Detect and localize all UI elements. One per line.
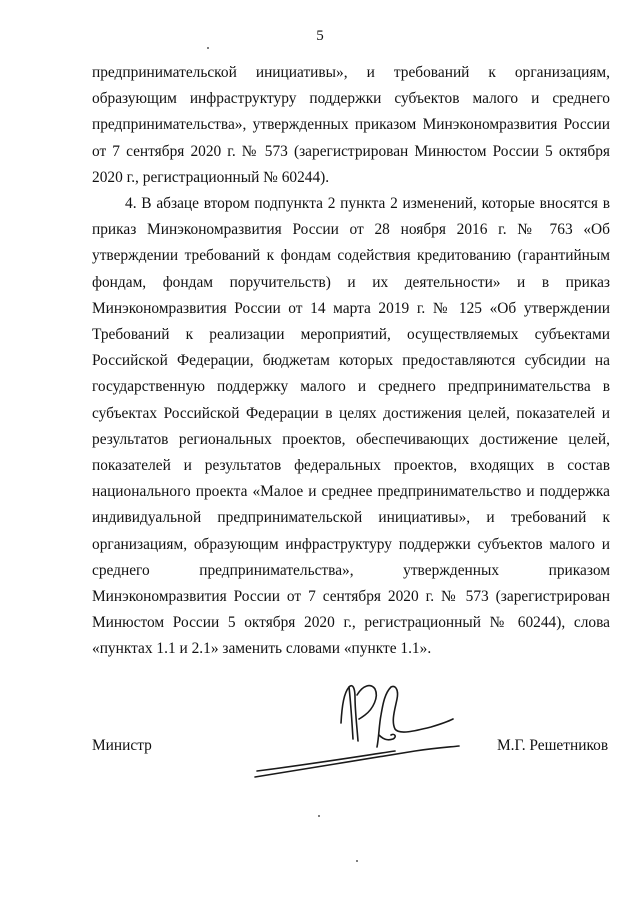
scan-speck — [207, 47, 209, 49]
paragraph-item-4: 4. В абзаце втором подпункта 2 пункта 2 изменений, которые вносятся в приказ Минэкономразвития России от 28 ноября 2016 г. № 763 «Об утверждении требований к фондам содействия кредитованию (гарантийным фондам, фондам поручительств) и их деятельности» и в приказ Минэкономразвития России от 14 марта 2019 г. № 125 «Об утверждении Требований к реализации мероприятий, осуществляемых субъектами Российской Федерации, бюджетам которых предоставляются субсидии на государственную поддержку малого и среднего предпринимательства в субъектах Российской Федерации в целях достижения целей, показателей и результатов региональных проектов, обеспечивающих достижение целей, показателей и результатов федеральных проектов, входящих в состав национального проекта «Малое и среднее предпринимательство и поддержка индивидуальной предпринимательской инициативы», и требований к организациям, образующим инфраструктуру поддержки субъектов малого и среднего предпринимательства», утвержденных приказом Минэкономразвития России от 7 сентября 2020 г. № 573 (зарегистрирован Минюстом России 5 октября 2020 г., регистрационный № 60244), слова «пунктах 1.1 и 2.1» заменить словами «пункте 1.1». — [92, 195, 610, 658]
scan-speck — [356, 860, 358, 862]
signatory-name: М.Г. Решетников — [497, 737, 609, 754]
document-body — [92, 60, 610, 663]
page-number: 5 — [316, 28, 324, 44]
paragraph-continuation: предпринимательской инициативы», и требований к организациям, образующим инфраструктуру поддержки субъектов малого и среднего предпринимательства», утвержденных приказом Минэкономразвития России от 7 сентября 2020 г. № 573 (зарегистрирован Минюстом России 5 октября 2020 г., регистрационный № 60244). — [92, 64, 610, 186]
scan-speck — [318, 815, 320, 817]
minister-label: Министр — [92, 737, 152, 754]
handwritten-signature — [245, 675, 485, 785]
